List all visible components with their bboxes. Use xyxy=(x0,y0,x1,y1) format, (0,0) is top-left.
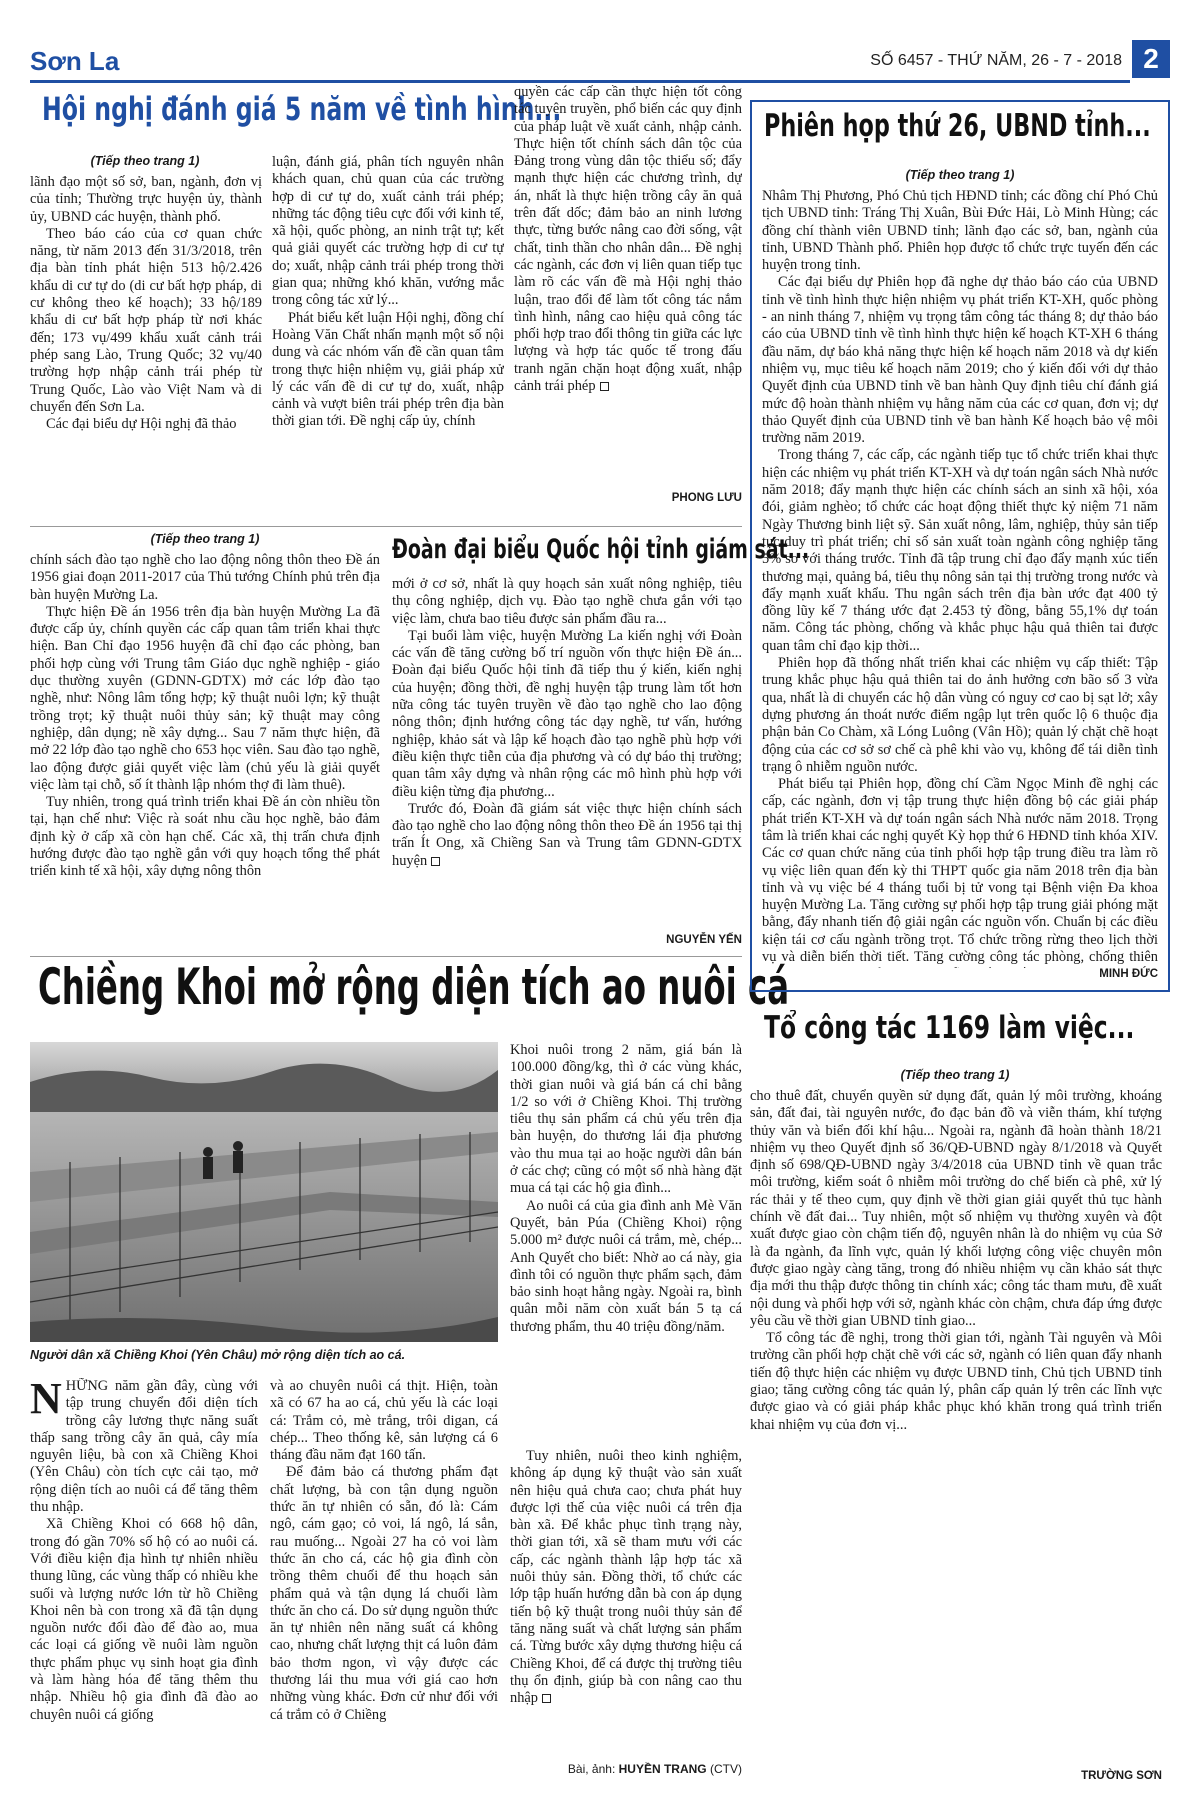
article-phien-hop-box xyxy=(750,100,1170,992)
box-body: Nhâm Thị Phương, Phó Chủ tịch HĐND tỉnh; các đồng chí Phó Chủ tịch UBND tỉnh: Tráng Thị Xuân, Bùi Đức Hải, Lò Minh Hùng; các đồng chí thành viên UBND tỉnh; lãnh đạo các sở, ban, ngành của tỉnh, UBND Thành phố. Phiên họp được tổ chức trực tuyến đến các huyện trong tỉnh. Các đại biểu dự Phiên họp đã nghe dự thảo báo cáo của UBND tỉnh về tình hình thực hiện nhiệm vụ phát triển KT-XH, quốc phòng - an ninh tháng 7, nhiệm vụ trọng tâm công tác tháng 8; dự thảo báo cáo của UBND tỉnh về tình hình thực hiện kế hoạch KT-XH 6 tháng đầu năm, dự báo khả năng thực hiện kế hoạch năm 2018 và dự kiến nhiệm vụ, mục tiêu kế hoạch năm 2019; cho ý kiến đối với dự thảo Quyết định của UBND tỉnh về ban hành Quy định tiêu chí đánh giá mức độ hoàn thành nhiệm vụ hằng năm của các cơ quan, đơn vị; dự thảo Quyết định của UBND tỉnh về ban hành Kế hoạch bảo vệ môi trường năm 2019. Trong tháng 7, các cấp, các ngành tiếp tục tổ chức triển khai thực hiện các nhiệm vụ phát triển KT-XH và dự toán ngân sách Nhà nước năm 2018; đẩy mạnh thực hiện các chính sách an sinh xã hội, xóa đói, giảm nghèo; tổ chức các hoạt động thiết thực kỷ niệm 71 năm Ngày Thương binh liệt sỹ. Sản xuất nông, lâm, nghiệp, thủy sản tiếp tục duy trì phát triển; chỉ số sản xuất toàn ngành công nghiệp tăng 5% so với tháng trước. Tỉnh đã tập trung chỉ đạo đẩy mạnh xúc tiến thương mại, quảng bá, tiêu thụ nông sản tại thị trường trong nước và đẩy mạnh xuất khẩu. Thu ngân sách trên địa bàn ước đạt 400 tỷ đồng lũy kế 7 tháng ước đạt 2.453 tỷ đồng, bằng 55,1% dự toán năm. Công tác phòng, chống và khắc phục hậu quả thiên tai được quan tâm chỉ đạo kịp thời... Phiên họp đã thống nhất triển khai các nhiệm vụ cấp thiết: Tập trung khắc phục hậu quả thiên tai do ảnh hưởng cơn bão số 3 vừa qua, nhất là di chuyển các hộ dân vùng có nguy cơ cao bị sạt lở; xây dựng phương án thoát nước điểm ngập lụt trên quốc lộ 6 thuộc địa phận bản Co Chàm, xã Lóng Luông (Vân Hồ); quản lý chặt chẽ hoạt động của các cơ sở sơ chế cà phê khi vào vụ, không để tái diễn tình trạng ô nhiễm nguồn nước. Phát biểu tại Phiên họp, đồng chí Cầm Ngọc Minh đề nghị các cấp, các ngành, đơn vị tập trung thực hiện đồng bộ các giải pháp phát triển KT-XH và dự toán ngân sách Nhà nước năm 2018. Trọng tâm là triển khai các nghị quyết Kỳ họp thứ 6 HĐND tỉnh khóa XIV. Các cơ quan chức năng của tỉnh phối hợp tập trung điều tra làm rõ vụ việc liên quan đến kỳ thi THPT quốc gia năm 2018 trên địa bàn tỉnh và vụ việc bé 4 tháng tuổi bị tử vong tại Bệnh viện Đa khoa huyện Mường La. Tăng cường sự phối hợp tập trung giải phóng mặt bằng, đẩy nhanh tiến độ giải ngân các nguồn vốn. Chuẩn bị các điều kiện tái cơ cấu ngành trồng trọt. Tổ chức trồng rừng theo lịch thời vụ và diễn biến thời tiết. Tăng cường công tác phòng, chống thiên xyxy=(762,188,1158,968)
drop-cap: N xyxy=(30,1378,62,1423)
photo-caption: Người dân xã Chiềng Khoi (Yên Châu) mở rộng diện tích ao cá. xyxy=(30,1348,406,1362)
article-title: Chiềng Khoi mở rộng diện tích ao nuôi cá xyxy=(38,958,790,1016)
byline: NGUYỄN YẾN xyxy=(666,934,742,946)
column-2: và ao chuyên nuôi cá thịt. Hiện, toàn xã có 67 ha ao cá, chủ yếu là các loại cá: Trắm cỏ, mè trắng, trôi digan, cá chép... Theo thống kê, sản lượng cá 6 tháng đầu năm đạt 160 tấn. Để đảm bảo cá thương phẩm đạt chất lượng, bà con tận dụng nguồn thức ăn tự nhiên có sẵn, đó là: Cám ngô, cám gạo; cỏ voi, lá ngô, lá sắn, rau muống... Ngoài 27 ha cỏ voi làm thức ăn cho cá, các hộ gia đình còn trồng thêm chuối để thu hoạch sản phẩm quả và tận dụng lá chuối làm thức ăn cho cá. Do sử dụng nguồn thức ăn tự nhiên nên năng suất cá không cao, nhưng chất lượng thịt cá luôn đảm bảo thơm ngon, vì vậy được các thương lái thu mua với giá cao hơn những vùng khác. Đơn cử như đối với cá trắm cỏ ở Chiềng xyxy=(270,1378,498,1723)
section-name: Sơn La xyxy=(30,46,120,76)
article-chieng-khoi xyxy=(30,958,790,1784)
column-2: mới ở cơ sở, nhất là quy hoạch sản xuất nông nghiệp, tiêu thụ công nghiệp, dịch vụ. Đào tạo nghề chưa gắn với tạo việc làm, chưa bao tiêu được sản phẩm đầu ra... Tại buổi làm việc, huyện Mường La kiến nghị với Đoàn các vấn đề tăng cường bố trí nguồn vốn thực hiện Đề án... Đoàn đại biểu Quốc hội tỉnh đã tiếp thu ý kiến, kiến nghị của huyện; đồng thời, đề nghị huyện tập trung làm tốt hơn nữa công tác tuyên truyền về đào tạo nghề cho lao động nông thôn; định hướng công tác dạy nghề, tư vấn, hướng nghiệp, khảo sát và lập kế hoạch đào tạo nghề phù hợp với điều kiện thực tiễn của địa phương và có dự báo thị trường; quan tâm xây dựng và nhân rộng các mô hình phù hợp với điều kiện từng địa phương... Trước đó, Đoàn đã giám sát việc thực hiện chính sách đào tạo nghề cho lao động nông thôn theo Đề án 1956 tại thị trấn Ít Ong, xã Chiềng San và Trung tâm GDNN-GDTX huyện xyxy=(392,576,742,869)
article-title: Hội nghị đánh giá 5 năm về tình hình... xyxy=(42,90,562,128)
continued-label: (Tiếp theo trang 1) xyxy=(900,1068,1010,1082)
article-title: Tổ công tác 1169 làm việc... xyxy=(764,1010,1135,1046)
article-to-cong-tac xyxy=(750,1010,1170,1790)
photo-illustration xyxy=(30,1042,498,1342)
issue-info: SỐ 6457 - THỨ NĂM, 26 - 7 - 2018 xyxy=(870,52,1122,69)
column-3-top: Khoi nuôi trong 2 năm, giá bán là 100.000 đồng/kg, thì ở các vùng khác, thời gian nuôi và giá bán cá chỉ bằng 1/2 so với ở Chiềng Khoi. Thị trường tiêu thụ sản phẩm cá chủ yếu trên địa bàn huyện, do thương lái địa phương vào thu mua tại ao hoặc người dân bán ở các chợ; cũng có một số nhà hàng đặt mua cá tại các hộ gia đình... Ao nuôi cá của gia đình anh Mè Văn Quyết, bản Púa (Chiềng Khoi) rộng 5.000 m² được nuôi cá trắm, mè, chép... Anh Quyết cho biết: Nhờ ao cá này, gia đình tôi có nguồn thực phẩm sạch, đảm bảo sinh hoạt hằng ngày. Ngoài ra, bình quân mỗi năm còn xuất bán 5 tạ cá thương phẩm, thu 40 triệu đồng/năm. xyxy=(510,1042,742,1335)
byline: TRƯỜNG SƠN xyxy=(1081,1770,1162,1782)
article-doan-dai-bieu xyxy=(30,530,810,950)
column-3: Tuy nhiên, nuôi theo kinh nghiệm, không áp dụng kỹ thuật vào sản xuất nên hiệu quả chưa cao; chưa phát huy được lợi thế của việc nuôi cá trên địa bàn xã. Để khắc phục tình trạng này, thời gian tới, xã sẽ tham mưu với các cấp, các ngành thành lập hợp tác xã nuôi thủy sản. Đồng thời, tổ chức các lớp tập huấn hướng dẫn bà con áp dụng tiến bộ kỹ thuật trong nuôi thủy sản để tăng năng suất và chất lượng sản phẩm cá. Từng bước xây dựng thương hiệu cá Chiềng Khoi, để cá được thị trường tiêu thụ ổn định, giúp bà con nâng cao thu nhập xyxy=(510,1448,742,1707)
byline: Bài, ảnh: HUYỀN TRANG (CTV) xyxy=(567,1762,742,1776)
fish-pond-photo xyxy=(30,1042,498,1342)
column-1: chính sách đào tạo nghề cho lao động nông thôn theo Đề án 1956 giai đoạn 2011-2017 của Thủ tướng Chính phủ trên địa bàn huyện Mường La. Thực hiện Đề án 1956 trên địa bàn huyện Mường La đã được cấp ủy, chính quyền các cấp quan tâm triển khai thực hiện. Ban Chỉ đạo 1956 huyện đã chỉ đạo các phòng, ban phối hợp cùng với Trung tâm Giáo dục nghề nghiệp - giáo dục thường xuyên (GDNN-GDTX) mở các lớp đào tạo nghề, như: Nông lâm tổng hợp; kỹ thuật nuôi lợn; kỹ thuật trồng trọt; kỹ thuật nuôi thủy sản; kỹ thuật may công nghiệp, dân dụng; nề xây dựng... Sau 7 năm thực hiện, đã mở 22 lớp đào tạo nghề cho 653 học viên. Sau đào tạo nghề, lao động được giải quyết việc làm (chủ yếu là giải quyết việc làm tại chỗ, số ít thành lập nhóm thợ đi làm thuê). Tuy nhiên, trong quá trình triển khai Đề án còn nhiều tồn tại, hạn chế như: Việc rà soát nhu cầu học nghề, bảo đảm định kỳ ở cấp xã còn hạn chế. Các xã, thị trấn chưa định hướng được đào tạo nghề gắn với quy hoạch tổng thể phát triển kinh tế xã hội, xây dựng nông thôn xyxy=(30,552,380,880)
end-mark-icon xyxy=(431,857,440,866)
column-1: lãnh đạo một số sở, ban, ngành, đơn vị của tỉnh; Thường trực huyện ủy, thành ủy, UBND các huyện, thành phố. Theo báo cáo của cơ quan chức năng, từ năm 2013 đến 31/3/2018, trên địa bàn tỉnh phát hiện 513 hộ/2.426 khẩu di cư tự do (di cư bất hợp pháp, di cư không theo kế hoạch); 33 hộ/189 khẩu di cư bất hợp pháp từ nơi khác đến; 173 vụ/499 khẩu xuất cảnh trái phép sang Lào, Trung Quốc; 32 vụ/40 trường hợp nhập cảnh trái phép từ Trung Quốc, Lào vào Việt Nam và di chuyển đến Sơn La. Các đại biểu dự Hội nghị đã thảo xyxy=(30,174,262,433)
continued-label: (Tiếp theo trang 1) xyxy=(150,532,260,546)
byline: MINH ĐỨC xyxy=(1099,968,1158,980)
masthead xyxy=(30,40,1170,80)
article-title: Phiên họp thứ 26, UBND tỉnh... xyxy=(764,108,1151,144)
end-mark-icon xyxy=(600,382,609,391)
article-body: cho thuê đất, chuyển quyền sử dụng đất, quản lý môi trường, khoáng sản, đất đai, tài nguyên nước, đo đạc bản đồ và viễn thám, khí tượng thủy văn và biển đối khí hậu... Ngoài ra, ngành đã hoàn thành 18/21 nhiệm vụ theo Quyết định số 36/QĐ-UBND ngày 8/1/2018 và Quyết định số 698/QĐ-UBND ngày 3/4/2018 của UBND tỉnh về quan trắc môi trường, kiểm soát ô nhiễm môi trường do chế biến cà phê, xử lý rác thải y tế theo cụm, quy định về thời gian giải quyết thủ tục hành chính về đất đai... Tuy nhiên, một số nhiệm vụ thường xuyên và đột xuất được giao còn chậm tiến độ, nguyên nhân là do nhiệm vụ của Sở là đa ngành, đa lĩnh vực, quản lý khối lượng công việc chuyên môn được giao ngày càng tăng, trong đó nhiều nhiệm vụ cần khảo sát thực địa mới thu thập được thông tin chính xác; công tác tham mưu, đề xuất nội dung và phối hợp với sở, ngành khác còn chậm, chưa đáp ứng được yêu cầu về thời gian UBND tỉnh giao... Tổ công tác đề nghị, trong thời gian tới, ngành Tài nguyên và Môi trường cần phối hợp chặt chẽ với các sở, ngành có liên quan đẩy nhanh tiến độ thực hiện các nhiệm vụ được UBND tỉnh, Chủ tịch UBND tỉnh giao; tăng cường công tác quản lý, phân cấp quản lý trên các lĩnh vực được giao và có giải pháp khắc phục khó khăn trong quá trình triển khai nhiệm vụ của đơn vị... xyxy=(750,1088,1162,1433)
column-2: luận, đánh giá, phân tích nguyên nhân khách quan, chủ quan của các trường hợp di cư tự do, xuất cảnh trái phép; những tác động tiêu cực đối với kinh tế, xã hội, quốc phòng, an ninh trật tự; kết quả giải quyết các trường hợp di cư tự do; xuất, nhập cảnh trái phép trong thời gian qua; những khó khăn, vướng mắc trong công tác xử lý... Phát biểu kết luận Hội nghị, đồng chí Hoàng Văn Chất nhấn mạnh một số nội dung và các nhóm vấn đề cần quan tâm trong thực hiện nhiệm vụ, giải pháp xử lý các vấn đề di cư tự do, xuất, nhập cảnh và vượt biên trái phép trên địa bàn thời gian tới. Đề nghị cấp ủy, chính xyxy=(272,154,504,430)
divider xyxy=(30,956,742,957)
divider xyxy=(30,526,742,527)
end-mark-icon xyxy=(542,1694,551,1703)
continued-label: (Tiếp theo trang 1) xyxy=(90,154,200,168)
byline: PHONG LƯU xyxy=(671,492,742,504)
column-3: quyền các cấp cần thực hiện tốt công tác tuyên truyền, phổ biến các quy định của pháp luật về xuất cảnh, nhập cảnh. Thực hiện tốt chính sách dân tộc của Đảng trong vùng dân tộc thiểu số; đẩy mạnh thực hiện các chương trình, dự án, nhất là thực hiện trồng cây ăn quả trên đất dốc; đảm bảo an ninh lương thực, từng bước nâng cao đời sống, vật chất, tinh thần cho nhân dân... Đề nghị các ngành, các đơn vị liên quan tiếp tục làm rõ các vấn đề mà Hội nghị thảo luận, trao đổi để làm tốt công tác nắm tình hình, nâng cao hiệu quả công tác phối hợp trao đổi thông tin giữa các lực lượng và hợp tác quốc tế trong đấu tranh ngăn chặn hoạt động xuất, nhập cảnh trái phép xyxy=(514,84,742,395)
column-1: NHỮNG năm gần đây, cùng với tập trung chuyển đổi diện tích trồng cây lương thực năng suất thấp sang trồng cây ăn quả, cây mía nguyên liệu, bà con xã Chiềng Khoi (Yên Châu) còn tích cực cải tạo, mở rộng diện tích ao nuôi cá để tăng thêm thu nhập. Xã Chiềng Khoi có 668 hộ dân, trong đó gần 70% số hộ có ao nuôi cá. Với điều kiện địa hình tự nhiên nhiều thung lũng, các vùng thấp có nhiều khe suối và lượng nước lớn từ hồ Chiềng Khoi nên bà con trong xã đã tận dụng nguồn nước đổi đào để đào ao, mua các loại cá giống về nuôi làm nguồn thực phẩm phục vụ sinh hoạt gia đình và làm hàng hóa để tăng thêm thu nhập. Nhiều hộ gia đình đã đào ao chuyên nuôi cá giống xyxy=(30,1378,258,1723)
header-rule xyxy=(30,80,1130,83)
article-title: Đoàn đại biểu Quốc hội tỉnh giám sát... xyxy=(392,534,810,565)
continued-label: (Tiếp theo trang 1) xyxy=(905,168,1015,182)
page-number: 2 xyxy=(1132,40,1170,78)
article-hoi-nghi xyxy=(30,84,742,518)
